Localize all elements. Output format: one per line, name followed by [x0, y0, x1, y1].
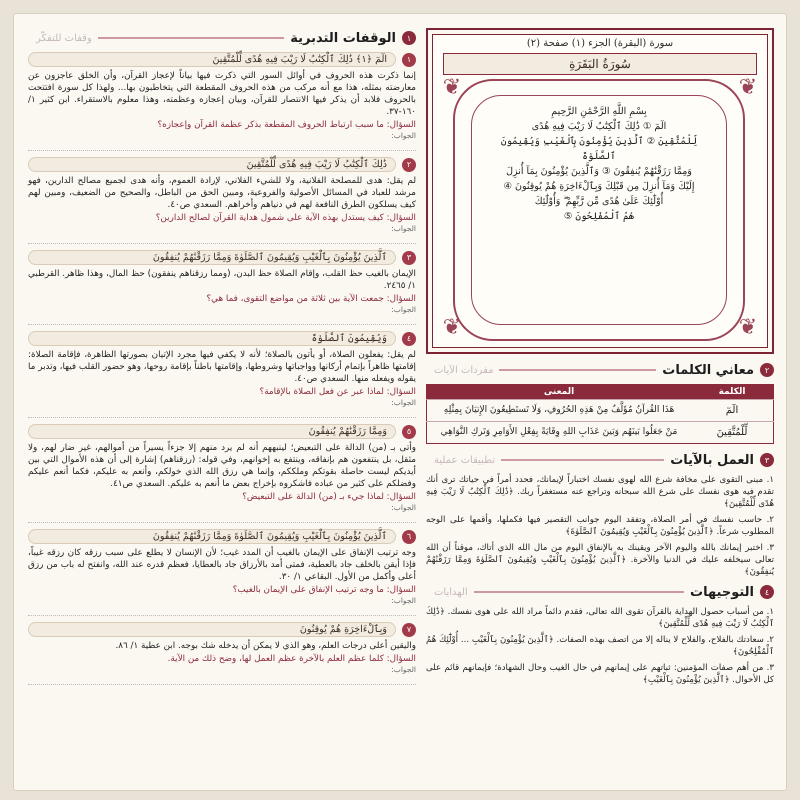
reflection-text: إنما ذكرت هذه الحروف في أوائل السور التي ذكرت فيها بياناً لإعجاز القرآن، وأن الخلق عاجزون عن معارضته بمثله، هذا مع أنه مركب من هذه الحروف المقطعة التي يتخاطبون بها... ولهذا كل سورة افتتحت بالحروف فلابد أن يذكر فيها الانتصار للقرآن، وبيان إعجازه وعظمته، وهذا معلوم بالاستقراء. ابن كثير ١/ ١٦٠-٣٧. [28, 71, 416, 117]
ornament-icon: ❦ [442, 315, 462, 340]
ornament-icon: ❦ [738, 75, 758, 100]
section-rule [501, 459, 664, 461]
book-page [14, 14, 786, 790]
reflection-text: واليقين أعلى درجات العلم، وهو الذي لا يمكن أن يدخله شك بوجه. ابن عطية ١/ ٨٦. [115, 641, 416, 651]
reflection-question: السؤال: ما وجه ترتيب الإنفاق على الإيمان بالغيب؟ [232, 585, 416, 595]
section-number: ٢ [760, 363, 774, 377]
reflection-item [28, 622, 416, 685]
section-title: العمل بالآيات [670, 452, 754, 468]
reflection-text: لم يقل: هدى للمصلحة الفلانية، ولا للشيء الفلاني، لإرادة العموم، وأنه هدى لجميع مصالح الدارين، فهو مرشد للعباد في المسائل الأصولية والفروعية، ومبين الحق من الباطل، والصحيح من الضعيف، ومبين لهم كيف يسلكون الطرق النافعة لهم في دنياهم وأخراهم. السعدي ص٤٠. [28, 176, 416, 210]
list-item: ٢. سعادتك بالفلاح، والفلاح لا يناله إلا من اتصف بهذه الصفات. ﴿ٱلَّذِينَ يُؤْمِنُونَ بِٱلْغَيْبِ ... أُوْلَٰٓئِكَ هُمُ ٱلْمُفْلِحُونَ﴾ [426, 635, 774, 657]
right-column [426, 28, 774, 788]
answer-line[interactable] [28, 141, 416, 151]
reflection-question: السؤال: ما سبب ارتباط الحروف المقطعة بذكر عظمة القرآن وإعجازه؟ [157, 120, 416, 130]
ornament-icon: ❦ [442, 75, 462, 100]
answer-label: الجواب: [391, 665, 416, 674]
amal-section-header [426, 450, 774, 470]
column-header: الكلمة [691, 385, 774, 400]
reflection-item-head [28, 424, 416, 439]
section-rule [98, 37, 285, 39]
answer-line[interactable] [28, 675, 416, 685]
item-number: ٧ [402, 623, 416, 637]
answer-label: الجواب: [391, 131, 416, 140]
answer-line[interactable] [28, 606, 416, 616]
reflection-question: السؤال: لماذا جيء بـ (من) الدالة على التبعيض؟ [242, 492, 416, 502]
reflection-question: السؤال: كلما عظم العلم بالآخرة عظم العمل لها، وضح ذلك من الآية. [167, 654, 416, 664]
answer-line[interactable] [28, 408, 416, 418]
reflection-item [28, 331, 416, 418]
section-rule [499, 369, 656, 371]
item-number: ١ [402, 53, 416, 67]
verse-text-block [471, 95, 727, 325]
answer-label: الجواب: [391, 503, 416, 512]
reflection-item [28, 424, 416, 523]
vocab-word: الٓمٓ [691, 400, 774, 422]
item-number: ٤ [402, 332, 416, 346]
verse-quote: وَبِٱلْءَاخِرَةِ هُمْ يُوقِنُونَ [28, 622, 396, 637]
verse-line: إِلَيْكَ وَمَآ أُنزِلَ مِن قَبْلِكَ وَبِٱلْءَاخِرَةِ هُمْ يُوقِنُونَ ④ [503, 181, 695, 192]
item-number: ٦ [402, 530, 416, 544]
reflection-item-head [28, 529, 416, 544]
verse-line: وَمِمَّا رَزَقْنَٰهُمْ يُنفِقُونَ ③ وَٱلَّذِينَ يُؤْمِنُونَ بِمَآ أُنزِلَ [506, 166, 692, 177]
verse-quote: ٱلَّذِينَ يُؤْمِنُونَ بِٱلْغَيْبِ وَيُقِيمُونَ ٱلصَّلَوٰةَ وَمِمَّا رَزَقْنَٰهُمْ يُنفِقُونَ [28, 250, 396, 265]
reflection-item [28, 52, 416, 151]
reflection-item-head [28, 52, 416, 67]
vocab-meaning: مَنْ جَعَلُوا بَينَهُم وَبَينَ عَذَابِ اللهِ وِقَايَةً بِفِعْلِ الأَوَامِرِ وَتَركِ النَّوَاهِي [427, 422, 692, 444]
vocab-meaning: هَذَا القُرآنُ مُؤَلَّفٌ مِنْ هَذِهِ الحُرُوفِ، وَلَا تَستَطِيعُونَ الإِتيَانَ بِمِثْلِهِ [427, 400, 692, 422]
reflection-item-head [28, 622, 416, 637]
list-item: ١. مبنى التقوى على مخافة شرع الله لهوى نفسك اختباراً لإيمانك، فحدد أمراً في حياتك ترى أنك تقدم فيه هوى نفسك على شرع الله سبحانه وتراجع عنه مستغفراً ربك. ﴿ذَٰلِكَ ٱلْكِتَٰبُ لَا رَيْبَ فِيهِ هُدًى لِّلْمُتَّقِينَ﴾ [426, 475, 774, 509]
answer-label: الجواب: [391, 398, 416, 407]
vocab-table [426, 384, 774, 444]
answer-label: الجواب: [391, 224, 416, 233]
ornament-icon: ❦ [738, 315, 758, 340]
reflection-text: وأتى بـ (من) الدالة على التبعيض؛ لينبههم أنه لم يرد منهم إلا جزءاً يسيراً من أموالهم، غير ضار لهم، ولا مثقل، بل ينتفعون هم بإنفاقه، وينتفع به إخوانهم، وفي قوله: (رزقناهم) إشارة إلى أن هذه الأموال التي بين أيديكم ليست حاصلة بقوتكم وملككم، وإنما هي رزق الله الذي خولكم، وأنعم به عليكم، فكما أنعم عليكم وفضلكم على كثير من عباده فاشكروه بإخراج بعض ما أنعم به عليكم. السعدي ص٤١. [28, 443, 416, 489]
section-ghost-title: الهدايات [434, 586, 468, 598]
verse-quote: وَمِمَّا رَزَقْنَٰهُمْ يُنفِقُونَ [28, 424, 396, 439]
list-item: ١. من أسباب حصول الهداية بالقرآن تقوى الله تعالى، فقدم دائماً مراد الله على هوى نفسك. ﴿ذَٰلِكَ ٱلْكِتَٰبُ لَا رَيْبَ فِيهِ هُدًى لِّلْمُتَّقِينَ﴾ [426, 607, 774, 629]
list-item: ٢. حاسب نفسك في أمر الصلاة، وتفقد اليوم جوانب التقصير فيها فكملها، وأقمها على الوجه المطلوب شرعاً. ﴿ٱلَّذِينَ يُؤْمِنُونَ بِٱلْغَيْبِ وَيُقِيمُونَ ٱلصَّلَوٰةَ﴾ [426, 515, 774, 537]
verse-line: لِّلْمُتَّقِينَ ② ٱلَّذِينَ يُؤْمِنُونَ بِٱلْغَيْبِ وَيُقِيمُونَ ٱلصَّلَوٰةَ [500, 136, 698, 162]
answer-line[interactable] [28, 513, 416, 523]
section-number: ١ [402, 31, 416, 45]
table-row [427, 400, 774, 422]
quran-inner [432, 34, 768, 348]
item-number: ٣ [402, 251, 416, 265]
list-item: ٣. اختبر إيمانك بالله واليوم الآخر ويقينك به بالإنفاق اليوم من مال الله الذي أتاك، موقناً أن الله تعالى سيخلفه عليك في الدنيا والآخرة. ﴿ٱلَّذِينَ يُؤْمِنُونَ بِٱلْغَيْبِ وَيُقِيمُونَ ٱلصَّلَوٰةَ وَمِمَّا رَزَقْنَٰهُمْ يُنفِقُونَ﴾ [426, 543, 774, 577]
reflection-question: السؤال: كيف يستدل بهذه الآية على شمول هداية القرآن لصالح الدارين؟ [155, 213, 416, 223]
vocab-section-header [426, 360, 774, 380]
item-number: ٥ [402, 425, 416, 439]
surah-title: سُورَةُ البَقَرَةِ [443, 53, 757, 75]
answer-label: الجواب: [391, 596, 416, 605]
quran-frame [426, 28, 774, 354]
verse-quote: وَيُقِيمُونَ ٱلصَّلَوٰةَ [28, 331, 396, 346]
vocab-word: لِّلْمُتَّقِينَ [691, 422, 774, 444]
reflection-item-head [28, 250, 416, 265]
section-title: الوقفات التدبرية [290, 30, 396, 46]
answer-label: الجواب: [391, 305, 416, 314]
reflection-text: لم يقل: يفعلون الصلاة، أو يأتون بالصلاة؛ لأنه لا يكفي فيها مجرد الإتيان بصورتها الظاهرة، فإقامة الصلاة: إقامتها ظاهراً بإتمام أركانها وواجباتها وشروطها، وإقامتها باطناً بإقامة روحها، وهو حضور القلب فيها، وتدبر ما يقوله ويفعله منها. السعدي ص٤٠. [28, 350, 416, 384]
reflection-text: الإيمان بالغيب حظ القلب، وإقام الصلاة حظ البدن، (ومما رزقناهم ينفقون) حظ المال، وهذا ظاهر. القرطبي ١/ ٢٤٦٥. [28, 269, 416, 291]
verse-quote: الٓمٓ ﴿١﴾ ذَٰلِكَ ٱلْكِتَٰبُ لَا رَيْبَ فِيهِ هُدًى لِّلْمُتَّقِينَ [28, 52, 396, 67]
tawjihat-section-header [426, 582, 774, 602]
verse-quote: ذَٰلِكَ ٱلْكِتَٰبُ لَا رَيْبَ فِيهِ هُدًى لِّلْمُتَّقِينَ [28, 157, 396, 172]
reflection-question: السؤال: جمعت الآية بين ثلاثة من مواضع التقوى، فما هي؟ [206, 294, 416, 304]
basmala: بِسْمِ اللَّهِ الرَّحْمَٰنِ الرَّحِيمِ [551, 106, 647, 117]
verse-line: هُمُ ٱلْمُفْلِحُونَ ⑤ [563, 211, 635, 222]
tadabbur-section-header [28, 28, 416, 48]
verse-medallion [453, 79, 745, 341]
section-ghost-title: وقفات للتفكّر [36, 32, 92, 44]
section-ghost-title: تطبيقات عملية [434, 454, 496, 466]
reflection-text: وجه ترتيب الإنفاق على الإيمان بالغيب أن المدد غيب؛ لأن الإنسان لا يطلع على سبب رزقه كان رزقه غيباً، فإذا أيقن بالخلف جاد بالعطية، فمتى أمد بالأرزاق جاد بالعطايا، فعظم قدره عند الله، وانفتح له باب من رزق أعلى وأكمل من الأول. البقاعي ١/ ٣٠. [28, 548, 416, 582]
verse-line: أُوْلَٰٓئِكَ عَلَىٰ هُدًى مِّن رَّبِّهِمْ ۖ وَأُوْلَٰٓئِكَ [534, 196, 664, 207]
reflection-item [28, 250, 416, 325]
reflection-item [28, 157, 416, 244]
table-header-row [427, 385, 774, 400]
section-number: ٣ [760, 453, 774, 467]
reflection-item-head [28, 157, 416, 172]
section-title: التوجيهات [690, 584, 754, 600]
answer-line[interactable] [28, 234, 416, 244]
answer-line[interactable] [28, 315, 416, 325]
section-number: ٤ [760, 585, 774, 599]
reflection-question: السؤال: لماذا عبر عن فعل الصلاة بالإقامة؟ [259, 387, 416, 397]
table-row [427, 422, 774, 444]
verse-line: الٓمٓ ① ذَٰلِكَ ٱلْكِتَٰبُ لَا رَيْبَ فِيهِ هُدًى [531, 121, 667, 132]
item-number: ٢ [402, 158, 416, 172]
list-item: ٣. من أهم صفات المؤمنين: ثباتهم على إيمانهم في حال الغيب وحال الشهادة؛ فإيمانهم قائم على كل الأحوال. ﴿ٱلَّذِينَ يُؤْمِنُونَ بِٱلْغَيْبِ﴾ [426, 663, 774, 685]
section-title: معاني الكلمات [662, 362, 754, 378]
reflection-item [28, 529, 416, 616]
column-header: المعنى [427, 385, 692, 400]
left-column [28, 28, 416, 788]
section-ghost-title: مفردات الآيات [434, 364, 494, 376]
reflection-item-head [28, 331, 416, 346]
page-label: سورة (البقرة) الجزء (١) صفحة (٢) [526, 38, 674, 49]
verse-quote: ٱلَّذِينَ يُؤْمِنُونَ بِٱلْغَيْبِ وَيُقِيمُونَ ٱلصَّلَوٰةَ وَمِمَّا رَزَقْنَٰهُمْ يُنفِقُونَ [28, 529, 396, 544]
section-rule [474, 591, 684, 593]
